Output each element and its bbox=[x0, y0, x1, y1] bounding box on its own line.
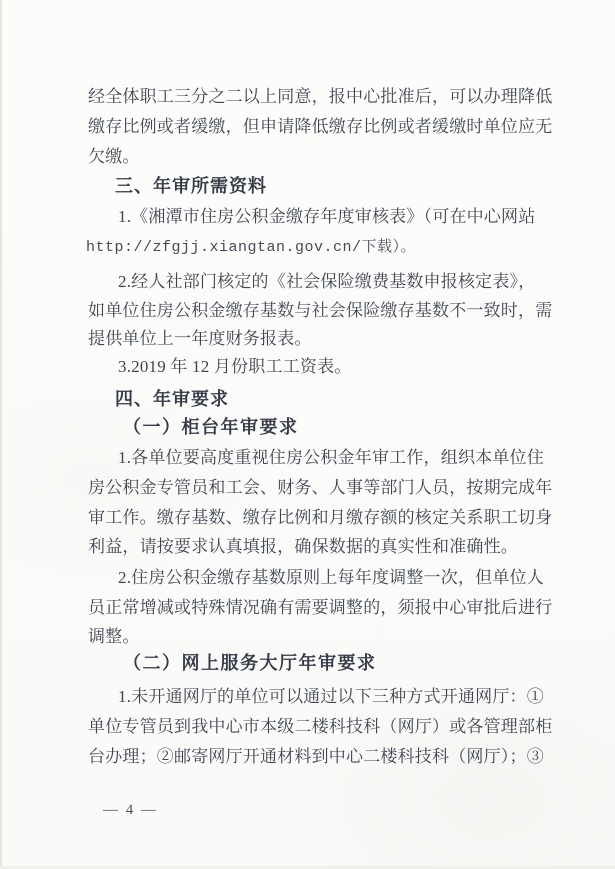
scan-edge-left bbox=[0, 0, 2, 869]
paragraph-line: 2.住房公积金缴存基数原则上每年度调整一次，但单位人 bbox=[118, 568, 544, 587]
paragraph-line: 台办理；②邮寄网厅开通材料到中心二楼科技科（网厅）；③ bbox=[88, 747, 544, 766]
paragraph-line: 调整。 bbox=[88, 627, 140, 646]
heading-subsection-1: （一）柜台年审要求 bbox=[123, 417, 299, 437]
paragraph-line: 1.《湘潭市住房公积金缴存年度审核表》（可在中心网站 bbox=[118, 207, 536, 226]
heading-section-4: 四、年审要求 bbox=[115, 389, 229, 409]
paragraph-line: 欠缴。 bbox=[88, 147, 140, 166]
paragraph-line: 员正常增减或特殊情况确有需要调整的，须报中心审批后进行 bbox=[88, 598, 553, 617]
paragraph-line: 单位专管员到我中心市本级二楼科技科（网厅）或各管理部柜 bbox=[88, 717, 553, 736]
url-line: http://zfgjj.xiangtan.gov.cn/下载）。 bbox=[86, 239, 417, 256]
paragraph-line: 缴存比例或者缓缴，但申请降低缴存比例或者缓缴时单位应无 bbox=[88, 117, 553, 136]
heading-subsection-2: （二）网上服务大厅年审要求 bbox=[123, 653, 377, 673]
paragraph-line: 房公积金专管员和工会、财务、人事等部门人员，按期完成年 bbox=[88, 478, 553, 497]
heading-section-3: 三、年审所需资料 bbox=[115, 176, 267, 196]
paragraph-line: 利益，请按要求认真填报，确保数据的真实性和准确性。 bbox=[88, 537, 518, 556]
paragraph-line: 审工作。缴存基数、缴存比例和月缴存额的核定关系职工切身 bbox=[88, 508, 553, 527]
paragraph-line: 1.未开通网厅的单位可以通过以下三种方式开通网厅：① bbox=[118, 687, 544, 706]
paragraph-line: 2.经人社部门核定的《社会保险缴费基数申报核定表》， bbox=[118, 272, 536, 291]
paragraph-line: 3.2019 年 12 月份职工工资表。 bbox=[118, 357, 352, 376]
paragraph-line: 如单位住房公积金缴存基数与社会保险缴存基数不一致时，需 bbox=[88, 301, 553, 320]
paragraph-line: 1.各单位要高度重视住房公积金年审工作，组织本单位住 bbox=[118, 448, 544, 467]
paragraph-line: 经全体职工三分之二以上同意，报中心批准后，可以办理降低 bbox=[88, 87, 553, 106]
paragraph-line: 提供单位上一年度财务报表。 bbox=[88, 329, 312, 348]
page-number: — 4 — bbox=[103, 802, 158, 818]
